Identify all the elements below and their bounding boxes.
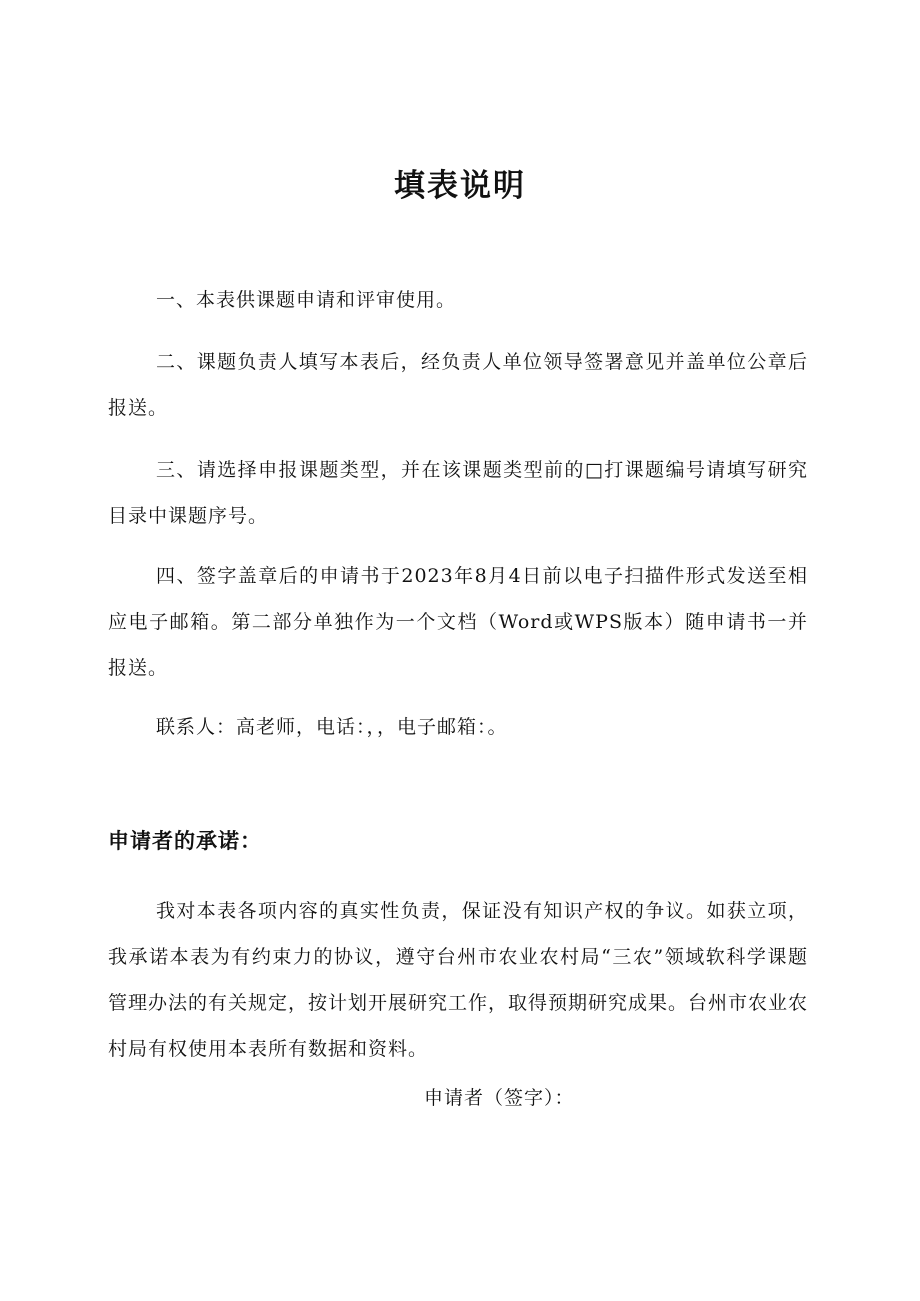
- commitment-body: 我对本表各项内容的真实性负责，保证没有知识产权的争议。如获立项，我承诺本表为有约束力的协议，遵守台州市农业农村局“三农”领域软科学课题管理办法的有关规定，按计划开展研究工作，取得预期研究成果。台州市农业农村局有权使用本表所有数据和资料。: [108, 900, 809, 1060]
- instruction-4: 四、签字盖章后的申请书于2023年8月4日前以电子扫描件形式发送至相应电子邮箱。第二部分单独作为一个文档（Word或WPS版本）随申请书一并报送。: [108, 565, 808, 679]
- page-title: 填表说明: [394, 168, 526, 204]
- instruction-1: 一、本表供课题申请和评审使用。: [156, 289, 457, 311]
- instruction-2: 二、课题负责人填写本表后，经负责人单位领导签署意见并盖单位公章后报送。: [108, 351, 808, 419]
- contact-line: 联系人：高老师，电话：，，电子邮箱：。: [156, 716, 508, 738]
- signature-label: 申请者（签字）：: [424, 1087, 575, 1109]
- instruction-3: 三、请选择申报课题类型，并在该课题类型前的□打课题编号请填写研究目录中课题序号。: [108, 459, 808, 527]
- commitment-heading: 申请者的承诺：: [108, 828, 262, 853]
